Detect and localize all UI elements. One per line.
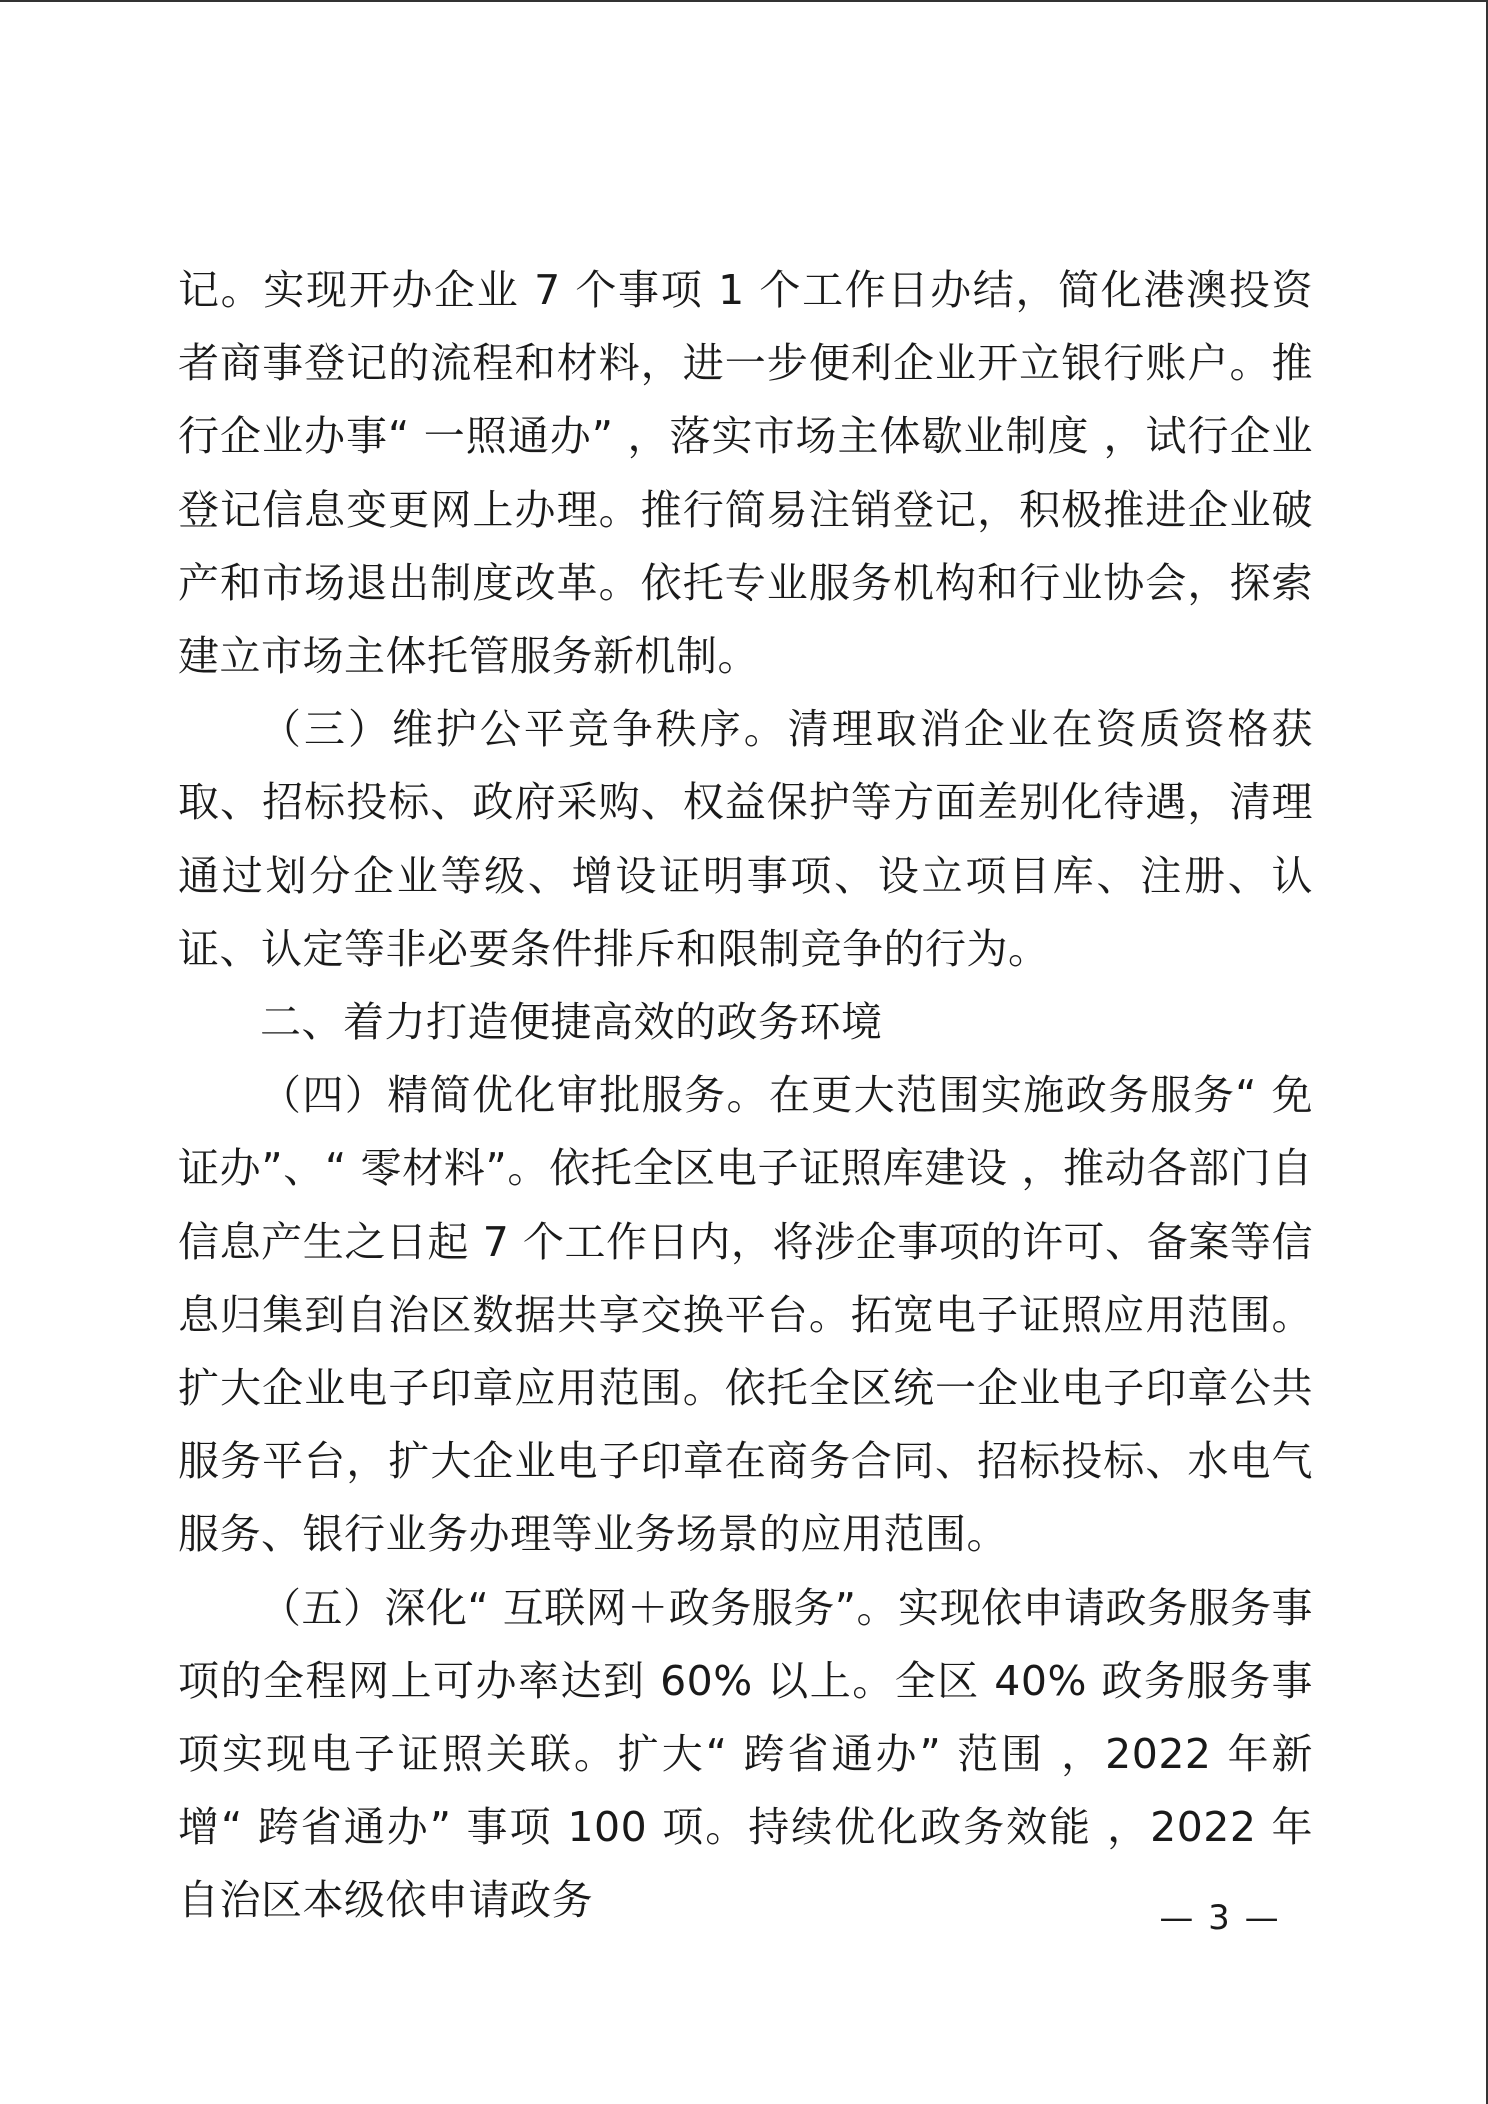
paragraph-2: （三）维护公平竞争秩序。清理取消企业在资质资格获取、招标投标、政府采购、权益保护等方面差别化待遇，清理通过划分企业等级、增设证明事项、设立项目库、注册、认证、认定等非必要条件排斥和限制竞争的行为。 <box>178 705 1313 973</box>
paragraph-5: （五）深化“ 互联网＋政务服务”。实现依申请政务服务事项的全程网上可办率达到 60% 以上。全区 40% 政务服务事项实现电子证照关联。扩大“ 跨省通办” 范围 ，2022 年新增“ 跨省通办” 事项 100 项。持续优化政务效能 ，2022 年自治区本级依申请政务 <box>178 1583 1314 1925</box>
paragraph-4: （四）精简优化审批服务。在更大范围实施政务服务“ 免证办”、“ 零材料”。依托全区电子证照库建设 ，推动各部门自信息产生之日起 7 个工作日内，将涉企事项的许可、备案等信息归集到自治区数据共享交换平台。拓宽电子证照应用范围。扩大企业电子印章应用范围。依托全区统一企业电子印章公共服务平台，扩大企业电子印章在商务合同、招标投标、水电气服务、银行业务办理等业务场景的应用范围。 <box>178 1071 1313 1559</box>
document-body <box>178 254 1313 1938</box>
section-heading: 二、着力打造便捷高效的政务环境 <box>260 998 883 1047</box>
paragraph-1: 记。实现开办企业 7 个事项 1 个工作日办结，简化港澳投资者商事登记的流程和材料，进一步便利企业开立银行账户。推行企业办事“ 一照通办” ，落实市场主体歇业制度 ，试行企业登记信息变更网上办理。推行简易注销登记，积极推进企业破产和市场退出制度改革。依托专业服务机构和行业协会，探索建立市场主体托管服务新机制。 <box>178 266 1313 681</box>
page-number: — 3 — <box>1159 1898 1281 1938</box>
